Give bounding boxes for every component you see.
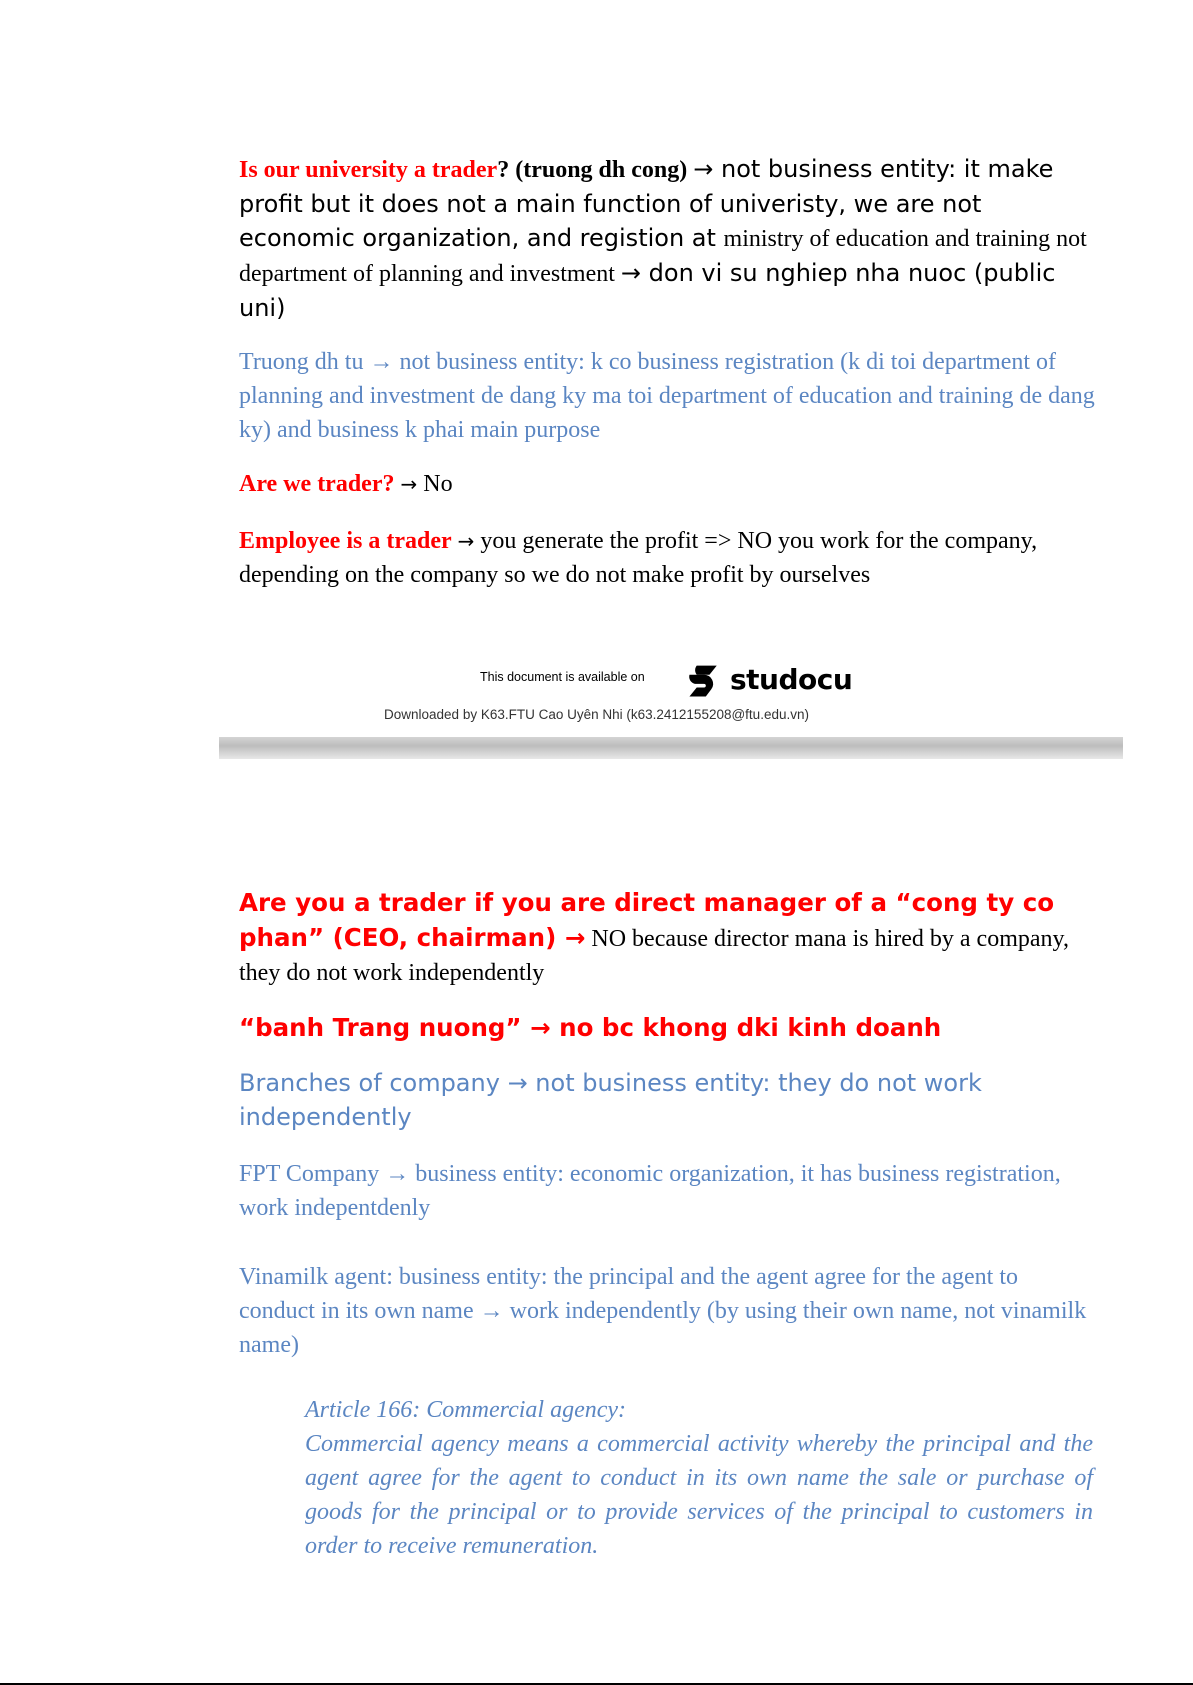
paragraph-private-university <box>239 345 1099 447</box>
arrow-icon: → <box>693 155 714 183</box>
arrow-icon: → <box>479 1298 504 1324</box>
arrow-icon: → <box>530 1013 551 1042</box>
article-title: Article 166: Commercial agency: <box>305 1397 627 1423</box>
article-quote <box>305 1393 1093 1563</box>
question-text: Employee is a trader <box>239 528 452 554</box>
paragraph-vinamilk <box>239 1260 1099 1362</box>
answer-text: NO because director mana is hired by a company, they do not work independently <box>239 926 1069 986</box>
question-mark: ? <box>497 157 510 183</box>
answer-end-text: don vi su nghiep nha nuoc (public uni) <box>239 259 1056 322</box>
arrow-icon: → <box>564 923 586 952</box>
answer-text: no bc khong dki kinh doanh <box>550 1013 942 1042</box>
lead-text: Truong dh tu <box>239 349 370 375</box>
studocu-brand: studocu <box>730 663 853 696</box>
lead-text: Branches of company <box>239 1069 508 1097</box>
downloaded-by-text: Downloaded by K63.FTU Cao Uyên Nhi (k63.2412155208@ftu.edu.vn) <box>384 707 809 722</box>
answer-serif-text: ministry of education and training not department of planning and investment <box>239 226 1087 287</box>
arrow-icon: → <box>457 529 475 553</box>
page-separator <box>219 737 1123 759</box>
paragraph-direct-manager <box>239 885 1099 990</box>
arrow-icon: → <box>385 1161 410 1187</box>
paragraph-are-we-trader <box>239 467 1099 501</box>
paragraph-university-trader <box>239 152 1099 325</box>
arrow-icon: → <box>400 472 418 496</box>
body-text: not business entity: k co business registration (k di toi department of planning and investment de dang ky ma toi department of education and training de dang ky) and business k phai main purpose <box>239 349 1095 443</box>
paragraph-employee-trader <box>239 524 1099 592</box>
answer-text: you generate the profit => NO you work for the company, depending on the company so we do not make profit by ourselves <box>239 528 1038 588</box>
paragraph-fpt <box>239 1157 1099 1225</box>
lead-text: FPT Company <box>239 1161 386 1187</box>
question-text: “banh Trang nuong” <box>239 1013 531 1042</box>
paragraph-branches <box>239 1066 1099 1134</box>
arrow-icon: → <box>620 259 642 287</box>
studocu-logo-icon <box>682 662 726 702</box>
question-text: Are you a trader if you are direct manager of a “cong ty co phan” (CEO, chairman) <box>239 888 1055 952</box>
body-text: business entity: economic organization, it has business registration, work indepentdenly <box>239 1161 1061 1221</box>
available-on-text: This document is available on <box>480 670 645 684</box>
question-text: Are we trader? <box>239 471 395 497</box>
arrow-icon: → <box>507 1069 528 1097</box>
body-text: work independently (by using their own name, not vinamilk name) <box>239 1298 1087 1358</box>
lead-text: Vinamilk agent: business entity: the principal and the agent agree for the agent to conduct in its own name <box>239 1264 1018 1324</box>
answer-text: not business entity: it make profit but it does not a main function of univeristy, we are not economic organization, and registion at <box>239 155 1054 252</box>
arrow-icon: → <box>369 349 394 375</box>
body-text: not business entity: they do not work independently <box>239 1069 982 1131</box>
answer-text: No <box>417 471 453 497</box>
parenthetical-text: (truong dh cong) <box>509 157 694 183</box>
question-text: Is our university a trader <box>239 157 498 183</box>
paragraph-banh-trang <box>239 1010 1099 1045</box>
article-body: Commercial agency means a commercial activity whereby the principal and the agent agree for the agent to conduct in its own name the sale or purchase of goods for the principal or to provide services of the principal to customers in order to receive remuneration. <box>305 1431 1093 1559</box>
